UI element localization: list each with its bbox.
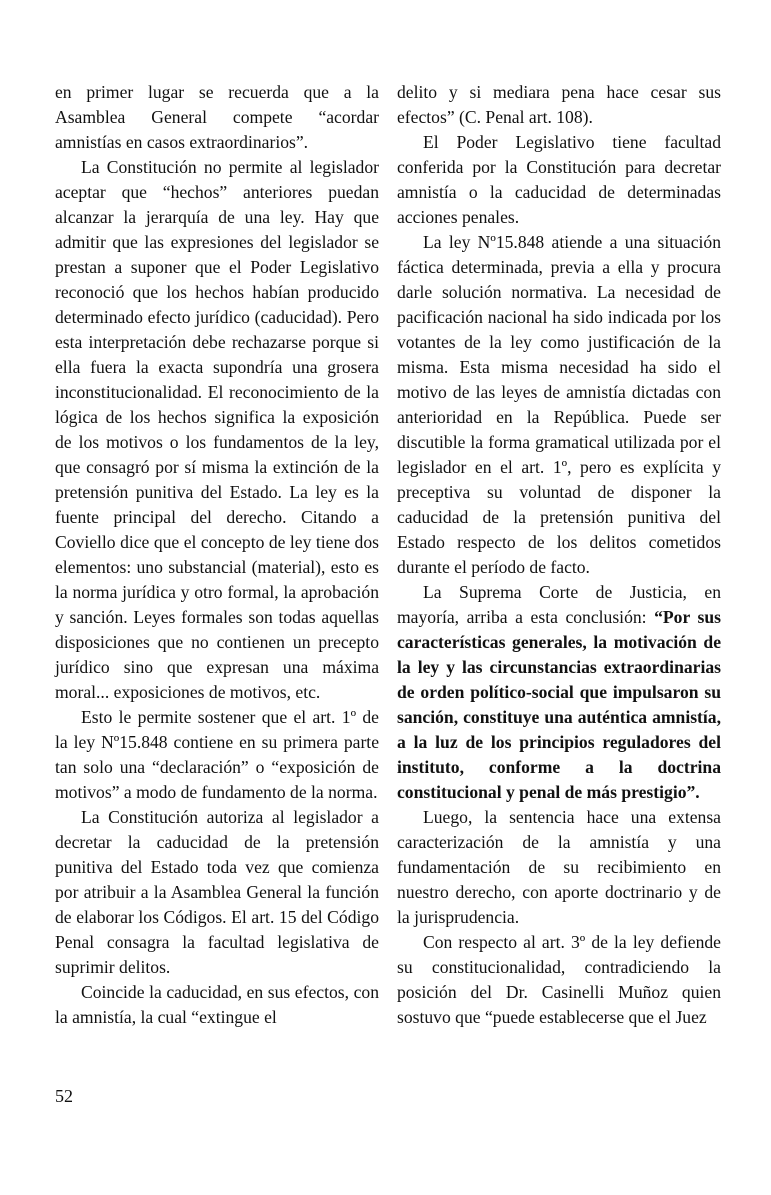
paragraph: La Constitución no permite al legislador aceptar que “hechos” anteriores puedan alcanzar la jerarquía de una ley. Hay que admitir que las expresiones del legislador se prestan a suponer que el Poder Legislativo reconoció que los hechos habían producido determinado efecto jurídico (caducidad). Pero esta interpretación debe rechazarse porque si ella fuera la exacta supondría una grosera inconstitucionalidad. El reconocimiento de la lógica de los hechos significa la exposición de los motivos o los fundamentos de la ley, que consagró por sí misma la extinción de la pretensión punitiva del Estado. La ley es la fuente principal del derecho. Citando a Coviello dice que el concepto de ley tiene dos elementos: uno substancial (material), esto es la norma jurídica y otro formal, la aprobación y sanción. Leyes formales son todas aquellas disposiciones que no contienen un precepto jurídico sino que expresan una máxima moral... exposiciones de motivos, etc. (55, 157, 379, 702)
paragraph: Coincide la caducidad, en sus efectos, con la amnistía, la cual “extingue el (55, 982, 379, 1027)
paragraph: Con respecto al art. 3º de la ley defiende su constitucionalidad, contradiciendo la posición del Dr. Casinelli Muñoz quien sostuvo que “puede establecerse que el Juez (397, 932, 721, 1027)
paragraph: La Constitución autoriza al legislador a decretar la caducidad de la pretensión punitiva del Estado toda vez que comienza por atribuir a la Asamblea General la función de elaborar los Códigos. El art. 15 del Código Penal consagra la facultad legislativa de suprimir delitos. (55, 807, 379, 977)
paragraph: delito y si mediara pena hace cesar sus efectos” (C. Penal art. 108). (397, 82, 721, 127)
page-number: 52 (55, 1086, 73, 1106)
paragraph: Esto le permite sostener que el art. 1º de la ley Nº15.848 contiene en su primera parte tan solo una “declaración” o “exposición de motivos” a modo de fundamento de la norma. (55, 707, 379, 802)
right-column (397, 80, 721, 1030)
left-column (55, 80, 379, 1030)
bold-quote: “Por sus características generales, la motivación de la ley y las circunstancias extraordinarias de orden político-social que impulsaron su sanción, constituye una auténtica amnistía, a la luz de los principios reguladores del instituto, conforme a la doctrina constitucional y penal de más prestigio”. (397, 607, 721, 802)
paragraph: Luego, la sentencia hace una extensa caracterización de la amnistía y una fundamentación de su recibimiento en nuestro derecho, con aporte doctrinario y de la jurisprudencia. (397, 807, 721, 927)
paragraph-intro: La Suprema Corte de Justicia, en mayoría, arriba a esta conclusión: (397, 582, 721, 627)
paragraph: El Poder Legislativo tiene facultad conferida por la Constitución para decretar amnistía o la caducidad de determinadas acciones penales. (397, 132, 721, 227)
paragraph: en primer lugar se recuerda que a la Asamblea General compete “acordar amnistías en casos extraordinarios”. (55, 82, 379, 152)
paragraph: La ley Nº15.848 atiende a una situación fáctica determinada, previa a ella y procura darle solución normativa. La necesidad de pacificación nacional ha sido indicada por los votantes de la ley como justificación de la misma. Esta misma necesidad ha sido el motivo de las leyes de amnistía dictadas con anterioridad en la República. Puede ser discutible la forma gramatical utilizada por el legislador en el art. 1º, pero es explícita y preceptiva su voluntad de disponer la caducidad de la pretensión punitiva del Estado respecto de los delitos cometidos durante el período de facto. (397, 232, 721, 577)
paragraph-with-quote (397, 580, 721, 805)
